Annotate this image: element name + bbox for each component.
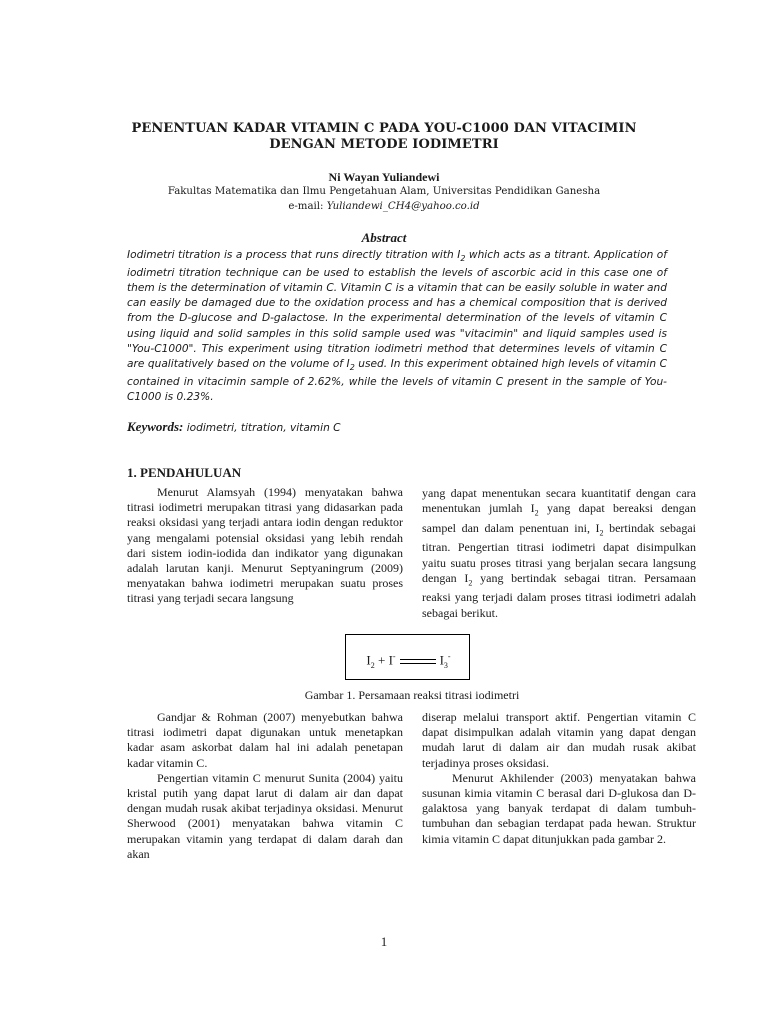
paragraph: Menurut Alamsyah (1994) menyatakan bahwa titrasi iodimetri merupakan titrasi yang didasarkan pada reaksi oksidasi yang terjadi antara iodin dengan reduktor yang mengalami potensial oksidasi yang lebih rendah dari sistem iodin-iodida dan indikator yang digunakan adalah larutan kanji. Menurut Septyaningrum (2009) menyatakan bahwa iodimetri merupakan suatu proses titrasi yang terjadi secara langsung <box>127 485 403 606</box>
eq-triiodide: I <box>439 652 444 668</box>
abstract-text-2: which acts as a titrant. Application of iodimetri titration technique can be used to establish the levels of ascorbic acid in this case one of them is the determination of vitamin C. Vitamin C is a vitamin that can be easily soluble in water and can easily be damaged due to the oxidation process and has a chemical composition that is derived from the D-glucose and D-galactose. In the experimental determination of the levels of vitamin C using liquid and solid samples in this solid sample used was "vitacimin" and liquid samples used is "You-C1000". This experiment using titration iodimetri method that determines levels of vitamin C are qualitatively based on the volume of I <box>127 249 667 370</box>
keywords-line <box>127 419 667 436</box>
eq-subscript: 3 <box>443 660 448 670</box>
paragraph: Pengertian vitamin C menurut Sunita (2004) yaitu kristal putih yang dapat larut di dalam air dan dapat dengan mudah rusak akibat terjadinya oksidasi. Menurut Sherwood (2001) menyatakan bahwa vitamin C merupakan vitamin yang terdapat di dalam darah dan akan <box>127 770 403 861</box>
text-run: yang bertindak sebagai titran. Persamaan reaksi yang terjadi dalam proses titrasi iodimetri adalah sebagai berikut. <box>422 570 696 620</box>
title-line-2: DENGAN METODE IODIMETRI <box>269 137 499 152</box>
column-right-top <box>422 486 696 621</box>
paragraph: diserap melalui transport aktif. Pengertian vitamin C dapat disimpulkan adalah vitamin yang dapat dengan mudah larut di dalam air dan mudah rusak akibat terjadinya proses oksidasi. <box>422 710 696 770</box>
section-heading: 1. PENDAHULUAN <box>127 465 242 480</box>
figure-caption: Gambar 1. Persamaan reaksi titrasi iodimetri <box>304 688 520 702</box>
author-email-line <box>100 200 668 214</box>
page-number: 1 <box>380 934 388 949</box>
paragraph <box>422 486 696 621</box>
paper-title <box>100 121 668 153</box>
author-affiliation: Fakultas Matematika dan Ilmu Pengetahuan Alam, Universitas Pendidikan Ganesha <box>167 186 601 197</box>
equation-box <box>345 634 470 680</box>
email-address: Yuliandewi_CH4@yahoo.co.id <box>326 201 480 212</box>
eq-iodide: + I <box>374 652 393 668</box>
abstract-subscript-1: 2 <box>460 254 466 264</box>
column-left-bottom <box>127 710 403 862</box>
abstract-text-1: Iodimetri titration is a process that runs directly titration with I <box>127 249 461 261</box>
text-run: bertindak sebagai titran. Pengertian titrasi iodimetri dapat disimpulkan yaitu suatu proses titrasi yang berjalan secara langsung dengan I <box>422 520 696 585</box>
equilibrium-arrow-icon <box>400 659 436 664</box>
column-left-top <box>127 485 403 607</box>
paragraph: Menurut Akhilender (2003) menyatakan bahwa susunan kimia vitamin C berasal dari D-glukosa dan D-galaktosa yang banyak terdapat di dalam tumbuh-tumbuhan dan sebagian terdapat pada hewan. Struktur kimia vitamin C dapat ditunjukkan pada gambar 2. <box>422 770 696 846</box>
eq-superscript: - <box>447 652 451 661</box>
eq-iodine: I <box>366 652 371 668</box>
paragraph: Gandjar & Rohman (2007) menyebutkan bahwa titrasi iodimetri dapat digunakan untuk menetapkan kadar asam askorbat dalam hal ini adalah penetapan kadar vitamin C. <box>127 710 403 770</box>
subscript: 2 <box>599 528 604 538</box>
subscript: 2 <box>534 508 539 518</box>
keywords-list: iodimetri, titration, vitamin C <box>183 422 341 434</box>
abstract-heading: Abstract <box>361 230 407 245</box>
eq-superscript: - <box>392 652 396 661</box>
author-name: Ni Wayan Yuliandewi <box>328 170 440 184</box>
title-line-1: PENENTUAN KADAR VITAMIN C PADA YOU-C1000 DAN VITACIMIN <box>131 121 637 136</box>
keywords-label: Keywords: <box>127 419 184 434</box>
reaction-equation <box>346 649 471 674</box>
text-run: yang dapat bereaksi dengan sampel dan dalam penentuan ini, I <box>422 501 696 535</box>
subscript: 2 <box>468 578 473 588</box>
email-label: e-mail: <box>288 201 327 212</box>
abstract-body <box>127 248 667 405</box>
eq-subscript: 2 <box>370 660 375 670</box>
text-run: yang dapat menentukan secara kuantitatif dengan cara menentukan jumlah I <box>422 486 696 516</box>
abstract-subscript-2: 2 <box>349 362 355 372</box>
column-right-bottom <box>422 710 696 847</box>
abstract-text-3: used. In this experiment obtained high levels of vitamin C contained in vitacimin sample of 2.62%, while the levels of vitamin C present in the sample of You-C1000 is 0.23%. <box>127 357 667 404</box>
